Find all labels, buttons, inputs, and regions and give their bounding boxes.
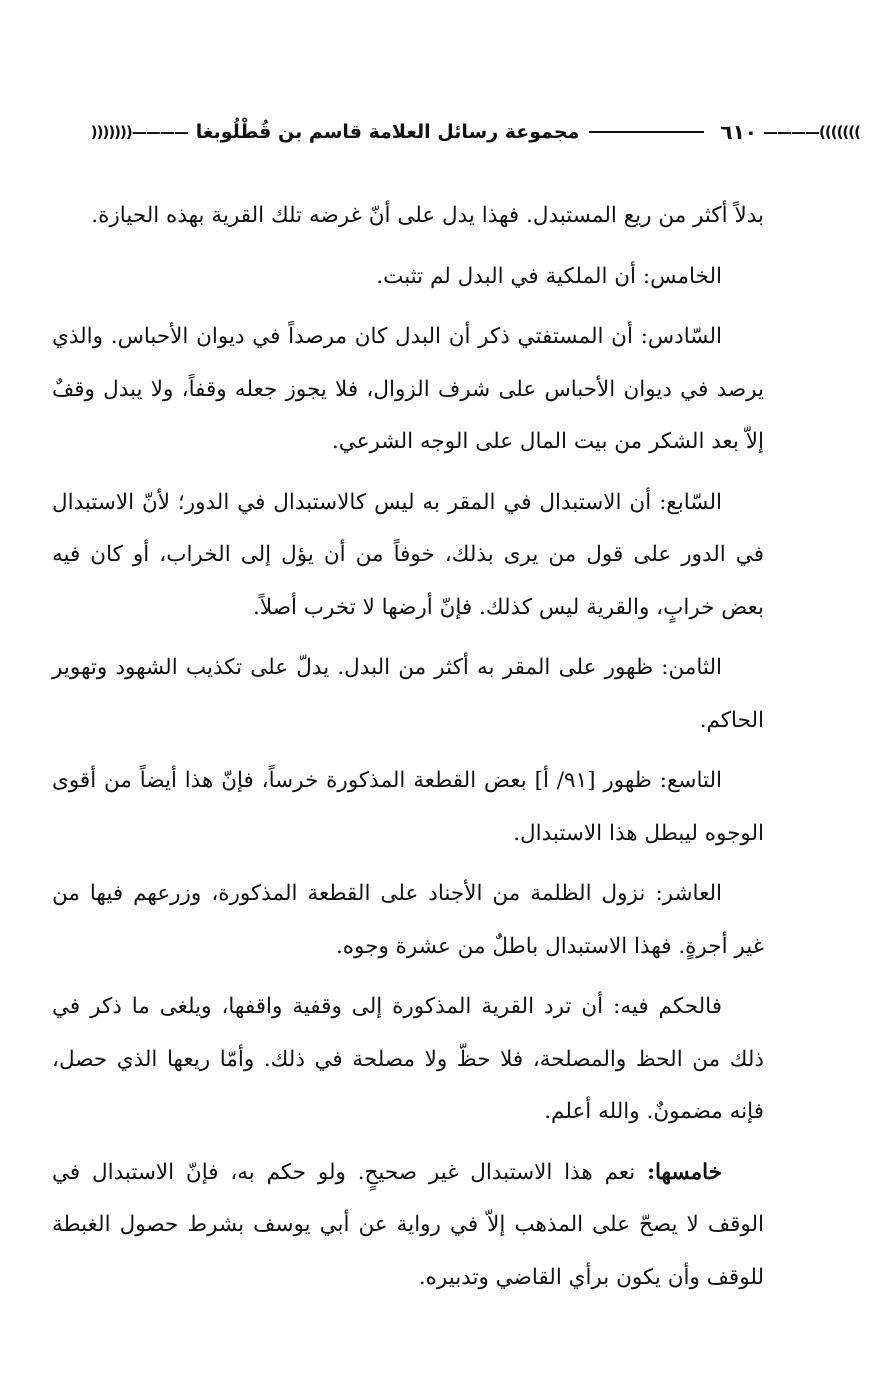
paragraph <box>52 311 764 469</box>
paragraph <box>52 251 764 304</box>
paragraph <box>52 190 764 243</box>
paragraph-text: أن ترد القرية المذكورة إلى وقفية واقفها، ويلغى ما ذكر في ذلك من الحظ والمصلحة، فلا حظّ ولا مصلحة في ذلك. وأمّا ريعها الذي حصل، فإنه مضمونٌ. والله أعلم. <box>52 994 764 1124</box>
paragraph-text: أن الملكية في البدل لم تثبت. <box>376 263 637 289</box>
paragraph-label: الثامن: <box>661 655 722 680</box>
paragraph-label: الخامس: <box>642 263 722 289</box>
paragraph-text: أن الاستبدال في المقر به ليس كالاستبدال في الدور؛ لأنّ الاستبدال في الدور على قول من يرى بذلك، خوفاً من أن يؤل إلى الخراب، أو كان فيه بعض خرابٍ، والقرية ليس كذلك. فإنّ أرضها لا تخرب أصلاً. <box>52 489 764 620</box>
paragraph-label: فالحكم فيه: <box>613 994 722 1019</box>
paragraph-label: العاشر: <box>655 881 723 906</box>
paragraph-text: بدلاً أكثر من ريع المستبدل. فهذا يدل على أنّ غرضه تلك القرية بهذه الحيازة. <box>91 203 764 228</box>
paragraph <box>52 1147 764 1305</box>
page-number: ٦١٠ <box>720 120 757 144</box>
running-title: مجموعة رسائل العلامة قاسم بن قُطْلُوبغا <box>195 121 580 143</box>
paragraph <box>52 755 764 860</box>
paragraph <box>52 981 764 1139</box>
paragraph-label: التاسع: <box>659 768 723 793</box>
header-rule <box>589 131 704 133</box>
paragraph <box>52 868 764 973</box>
paragraph-text: ظهور على المقر به أكثر من البدل. يدلّ على تكذيب الشهود وتهوير الحاكم. <box>52 655 764 733</box>
ornament-left: ————((((((( <box>90 123 188 141</box>
paragraph-text: أن المستفتي ذكر أن البدل كان مرصداً في ديوان الأحباس. والذي يرصد في ديوان الأحباس على شرف الزوال، فلا يجوز جعله وقفاً، ولا يبدل وقفٌ إلاّ بعد الشكر من بيت المال على الوجه الشرعي. <box>52 324 764 454</box>
paragraph <box>52 477 764 635</box>
running-header <box>30 112 860 152</box>
ornament-right: )))))))———— <box>763 123 860 141</box>
paragraph-label: السّادس: <box>640 324 722 349</box>
paragraph-text: نزول الظلمة من الأجناد على القطعة المذكورة، وزرعهم فيها من غير أجرةٍ. فهذا الاستبدال باطلٌ من عشرة وجوه. <box>52 881 764 959</box>
body-text <box>52 190 764 1312</box>
paragraph-label: السّابع: <box>659 489 722 515</box>
paragraph-text: ظهور [٩١/ أ] بعض القطعة المذكورة خرساً، فإنّ هذا أيضاً من أقوى الوجوه ليبطل هذا الاستبدال. <box>52 768 764 846</box>
paragraph-text: نعم هذا الاستبدال غير صحيحٍ. ولو حكم به، فإنّ الاستبدال في الوقف لا يصحّ على المذهب إلاّ في رواية عن أبي يوسف بشرط حصول الغبطة للوقف وأن يكون برأي القاضي وتدبيره. <box>52 1159 764 1290</box>
paragraph <box>52 642 764 747</box>
paragraph-label: خامسها: <box>647 1159 722 1185</box>
